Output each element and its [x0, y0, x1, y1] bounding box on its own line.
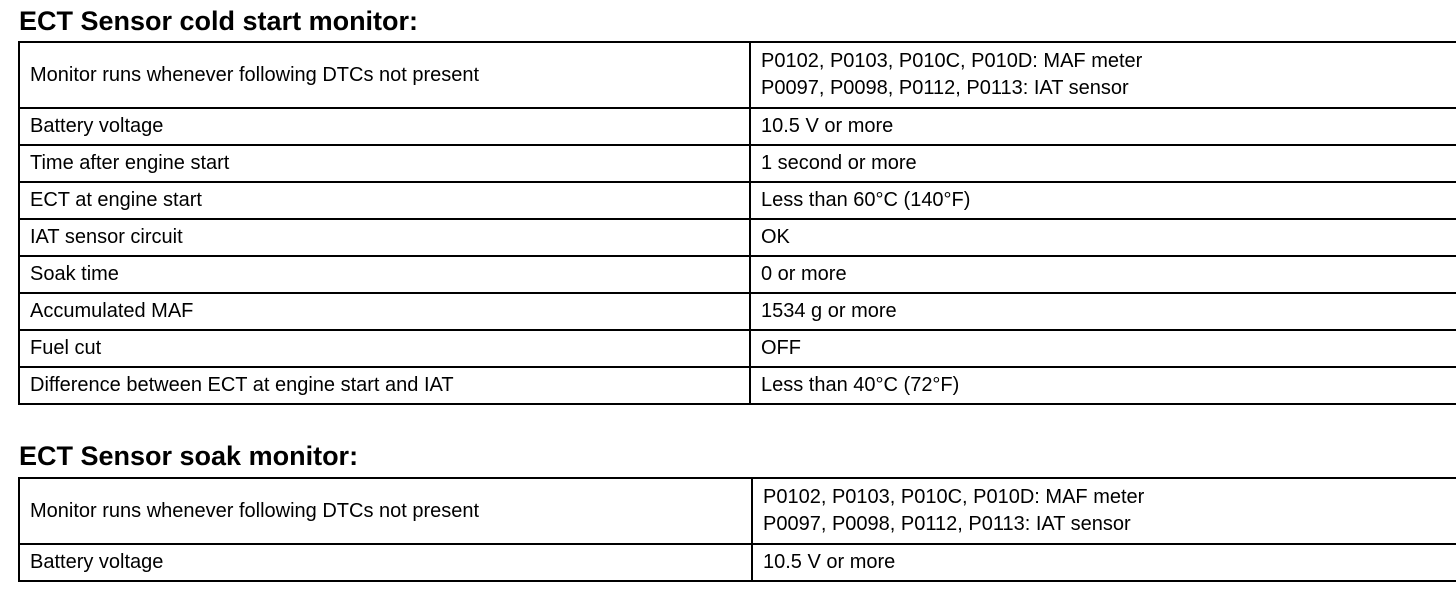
condition-cell: Difference between ECT at engine start and IAT — [19, 367, 750, 404]
condition-cell: Soak time — [19, 256, 750, 293]
condition-cell: Fuel cut — [19, 330, 750, 367]
value-cell: 10.5 V or more — [752, 544, 1456, 581]
table-row — [19, 330, 1456, 367]
value-cell: 1 second or more — [750, 145, 1456, 182]
value-cell: Less than 40°C (72°F) — [750, 367, 1456, 404]
section-title-soak: ECT Sensor soak monitor: — [19, 441, 359, 471]
condition-cell: ECT at engine start — [19, 182, 750, 219]
value-line: P0097, P0098, P0112, P0113: IAT sensor — [761, 77, 1129, 99]
value-cell: OK — [750, 219, 1456, 256]
condition-cell: Accumulated MAF — [19, 293, 750, 330]
table-row — [19, 256, 1456, 293]
condition-cell: IAT sensor circuit — [19, 219, 750, 256]
value-line: P0102, P0103, P010C, P010D: MAF meter — [763, 486, 1145, 508]
table-row — [19, 182, 1456, 219]
value-cell: Less than 60°C (140°F) — [750, 182, 1456, 219]
condition-cell: Time after engine start — [19, 145, 750, 182]
cold-start-monitor-table — [18, 41, 1456, 405]
table-row — [19, 219, 1456, 256]
value-cell: OFF — [750, 330, 1456, 367]
value-cell: 1534 g or more — [750, 293, 1456, 330]
table-row — [19, 293, 1456, 330]
table-row — [19, 108, 1456, 145]
value-line: P0097, P0098, P0112, P0113: IAT sensor — [763, 513, 1131, 535]
value-cell — [750, 42, 1456, 108]
value-cell — [752, 478, 1456, 544]
soak-monitor-table — [18, 477, 1456, 582]
table-row — [19, 42, 1456, 108]
condition-cell: Battery voltage — [19, 544, 752, 581]
condition-cell: Monitor runs whenever following DTCs not present — [19, 42, 750, 108]
value-cell: 10.5 V or more — [750, 108, 1456, 145]
table-row — [19, 544, 1456, 581]
condition-cell: Battery voltage — [19, 108, 750, 145]
condition-cell: Monitor runs whenever following DTCs not present — [19, 478, 752, 544]
value-cell: 0 or more — [750, 256, 1456, 293]
table-row — [19, 478, 1456, 544]
table-row — [19, 367, 1456, 404]
value-line: P0102, P0103, P010C, P010D: MAF meter — [761, 50, 1143, 72]
table-row — [19, 145, 1456, 182]
section-title-cold-start: ECT Sensor cold start monitor: — [19, 6, 419, 36]
